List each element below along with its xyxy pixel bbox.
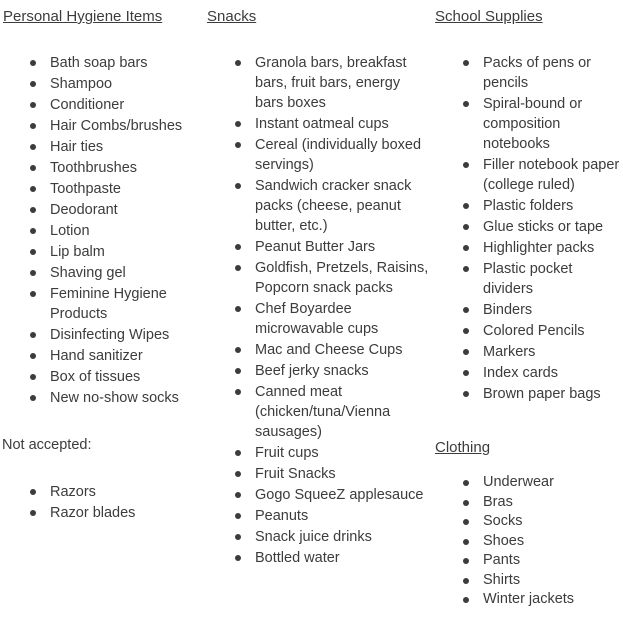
list-item: Mac and Cheese Cups [208,340,430,360]
list-item: Razor blades [3,503,199,523]
list-item: Fruit cups [208,443,430,463]
list-item: Plastic pocket dividers [436,259,622,299]
list-item: Index cards [436,363,622,383]
list-item: New no-show socks [3,388,199,408]
list-item: Box of tissues [3,367,199,387]
list-item: Chef Boyardee microwavable cups [208,299,430,339]
list-item: Peanut Butter Jars [208,237,430,257]
list-item: Peanuts [208,506,430,526]
list-item: Toothbrushes [3,158,199,178]
list-item: Cereal (individually boxed servings) [208,135,430,175]
clothing-heading: Clothing [435,439,491,456]
list-item: Shirts [436,571,622,591]
list-item: Shoes [436,532,622,552]
list-item: Feminine Hygiene Products [3,284,199,324]
hygiene-list [3,53,199,409]
list-item: Plastic folders [436,196,622,216]
list-item: Glue sticks or tape [436,217,622,237]
list-item: Bath soap bars [3,53,199,73]
list-item: Snack juice drinks [208,527,430,547]
list-item: Underwear [436,473,622,493]
list-item: Razors [3,482,199,502]
list-item: Highlighter packs [436,238,622,258]
list-item: Deodorant [3,200,199,220]
hygiene-heading: Personal Hygiene Items [3,8,163,25]
list-item: Toothpaste [3,179,199,199]
list-item: Gogo SqueeZ applesauce [208,485,430,505]
list-item: Hand sanitizer [3,346,199,366]
school-supplies-heading: School Supplies [435,8,543,25]
list-item: Markers [436,342,622,362]
list-item: Conditioner [3,95,199,115]
list-item: Canned meat (chicken/tuna/Vienna sausages) [208,382,430,442]
list-item: Goldfish, Pretzels, Raisins, Popcorn snack packs [208,258,430,298]
not-accepted-label: Not accepted: [2,437,92,453]
list-item: Shaving gel [3,263,199,283]
not-accepted-list [3,482,199,524]
list-item: Winter jackets [436,590,622,610]
list-item: Colored Pencils [436,321,622,341]
list-item: Packs of pens or pencils [436,53,622,93]
clothing-list [436,473,622,610]
list-item: Granola bars, breakfast bars, fruit bars, energy bars boxes [208,53,430,113]
snacks-heading: Snacks [207,8,257,25]
list-item: Shampoo [3,74,199,94]
list-item: Bras [436,493,622,513]
list-item: Binders [436,300,622,320]
snacks-list [208,53,430,569]
list-item: Filler notebook paper (college ruled) [436,155,622,195]
list-item: Hair ties [3,137,199,157]
list-item: Beef jerky snacks [208,361,430,381]
list-item: Fruit Snacks [208,464,430,484]
list-item: Lotion [3,221,199,241]
list-item: Instant oatmeal cups [208,114,430,134]
list-item: Disinfecting Wipes [3,325,199,345]
list-item: Sandwich cracker snack packs (cheese, peanut butter, etc.) [208,176,430,236]
list-item: Bottled water [208,548,430,568]
list-item: Brown paper bags [436,384,622,404]
list-item: Hair Combs/brushes [3,116,199,136]
list-item: Socks [436,512,622,532]
list-item: Pants [436,551,622,571]
school-supplies-list [436,53,622,405]
list-item: Lip balm [3,242,199,262]
list-item: Spiral-bound or composition notebooks [436,94,622,154]
